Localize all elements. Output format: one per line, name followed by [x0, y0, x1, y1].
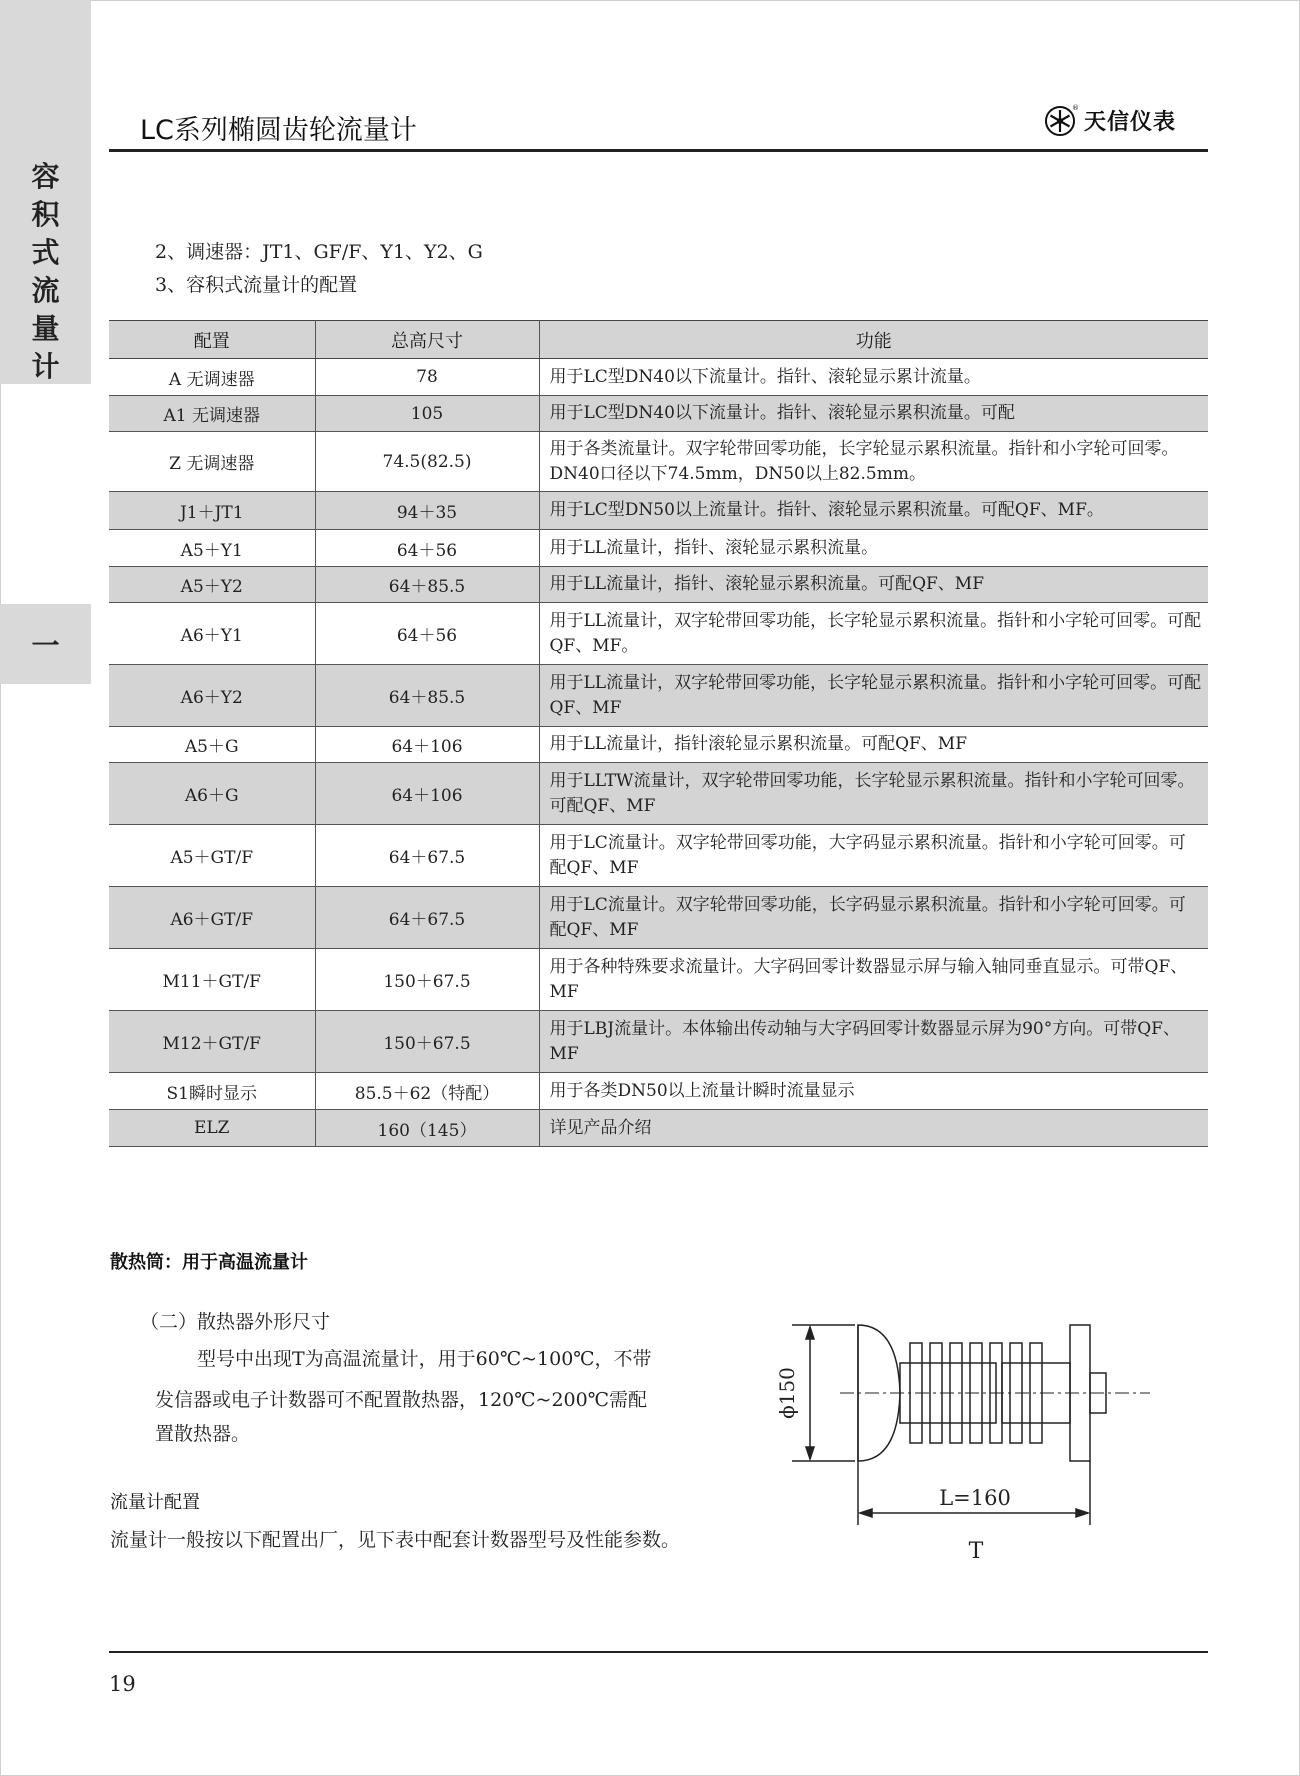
cell-function: 用于LL流量计，指针、滚轮显示累积流量。 — [539, 530, 1208, 567]
table-header-row — [109, 321, 1208, 359]
arrow-left-icon — [860, 1509, 872, 1517]
side-tab-chapter — [0, 604, 91, 684]
cell-config: S1瞬时显示 — [109, 1073, 315, 1110]
cell-height: 64＋85.5 — [315, 665, 539, 727]
cell-function: 用于LC流量计。双字轮带回零功能，大字码显示累积流量。指针和小字轮可回零。可配QF、MF — [539, 825, 1208, 887]
cell-height: 150＋67.5 — [315, 949, 539, 1011]
table-row — [109, 949, 1208, 1011]
cell-config: A6＋G — [109, 763, 315, 825]
side-tab-section — [0, 0, 91, 384]
col-header-config: 配置 — [109, 321, 315, 359]
cell-config: M12＋GT/F — [109, 1011, 315, 1073]
cell-function: 用于LBJ流量计。本体输出传动轴与大字码回零计数器显示屏为90°方向。可带QF、MF — [539, 1011, 1208, 1073]
cell-height: 64＋106 — [315, 763, 539, 825]
cell-config: ELZ — [109, 1110, 315, 1147]
cell-height: 64＋67.5 — [315, 887, 539, 949]
page-number: 19 — [109, 1672, 136, 1696]
cell-height: 78 — [315, 359, 539, 396]
cell-config: Z 无调速器 — [109, 432, 315, 492]
table-row — [109, 530, 1208, 567]
cell-function: 用于LL流量计，双字轮带回零功能，长字轮显示累积流量。指针和小字轮可回零。可配QF、MF。 — [539, 603, 1208, 665]
cell-height: 94＋35 — [315, 492, 539, 530]
cell-height: 64＋56 — [315, 530, 539, 567]
meter-config-text: 流量计一般按以下配置出厂，见下表中配套计数器型号及性能参数。 — [110, 1529, 681, 1551]
cell-height: 160（145） — [315, 1110, 539, 1147]
chapter-mark: 一 — [31, 629, 60, 662]
cell-function: 用于LC流量计。双字轮带回零功能，长字码显示累积流量。指针和小字轮可回零。可配QF、MF — [539, 887, 1208, 949]
table-row — [109, 432, 1208, 492]
cell-function: 用于LL流量计，指针滚轮显示累积流量。可配QF、MF — [539, 727, 1208, 763]
cell-height: 150＋67.5 — [315, 1011, 539, 1073]
heat-sink-drawing — [775, 1315, 1180, 1575]
cell-height: 64＋85.5 — [315, 567, 539, 603]
cell-function: 用于LC型DN40以下流量计。指针、滚轮显示累计流量。 — [539, 359, 1208, 396]
table-row — [109, 1073, 1208, 1110]
cell-config: A6＋Y1 — [109, 603, 315, 665]
header-rule — [109, 149, 1208, 152]
meter-config-heading: 流量计配置 — [110, 1492, 200, 1513]
table-row — [109, 396, 1208, 432]
cell-config: A1 无调速器 — [109, 396, 315, 432]
cell-config: A6＋GT/F — [109, 887, 315, 949]
col-header-height: 总高尺寸 — [315, 321, 539, 359]
cell-config: J1＋JT1 — [109, 492, 315, 530]
cell-height: 64＋56 — [315, 603, 539, 665]
arrow-up-icon — [806, 1327, 814, 1339]
cell-height: 105 — [315, 396, 539, 432]
heat-sink-heading: 散热筒：用于高温流量计 — [110, 1252, 308, 1273]
table-row — [109, 603, 1208, 665]
table-row — [109, 1011, 1208, 1073]
arrow-right-icon — [1076, 1509, 1088, 1517]
cell-function: 用于LC型DN40以下流量计。指针、滚轮显示累积流量。可配 — [539, 396, 1208, 432]
cell-config: A5＋Y2 — [109, 567, 315, 603]
cell-height: 64＋67.5 — [315, 825, 539, 887]
cell-height: 64＋106 — [315, 727, 539, 763]
cell-function: 用于LC型DN50以上流量计。指针、滚轮显示累积流量。可配QF、MF。 — [539, 492, 1208, 530]
heat-sink-subheading: （二）散热器外形尺寸 — [140, 1311, 331, 1333]
cell-config: A5＋G — [109, 727, 315, 763]
cell-config: A5＋GT/F — [109, 825, 315, 887]
heat-sink-para-line: 型号中出现T为高温流量计，用于60℃~100℃，不带 — [197, 1348, 652, 1370]
cell-config: M11＋GT/F — [109, 949, 315, 1011]
cell-function: 用于各类流量计。双字轮带回零功能，长字轮显示累积流量。指针和小字轮可回零。DN40口径以下74.5mm，DN50以上82.5mm。 — [539, 432, 1208, 492]
table-row — [109, 727, 1208, 763]
cell-config: A 无调速器 — [109, 359, 315, 396]
brand-name: 天信仪表 — [1084, 108, 1177, 135]
heat-sink-para-line: 发信器或电子计数器可不配置散热器，120℃~200℃需配 — [155, 1389, 647, 1411]
cell-config: A5＋Y1 — [109, 530, 315, 567]
cell-function: 用于LL流量计，双字轮带回零功能，长字轮显示累积流量。指针和小字轮可回零。可配QF、MF — [539, 665, 1208, 727]
config-table — [109, 320, 1208, 1147]
table-row — [109, 567, 1208, 603]
table-row — [109, 359, 1208, 396]
diameter-label: ϕ150 — [775, 1367, 799, 1419]
table-row — [109, 1110, 1208, 1147]
table-row — [109, 665, 1208, 727]
cell-height: 74.5(82.5) — [315, 432, 539, 492]
table-row — [109, 825, 1208, 887]
cell-config: A6＋Y2 — [109, 665, 315, 727]
registered-mark: ® — [1072, 104, 1079, 112]
page-title: LC系列椭圆齿轮流量计 — [140, 115, 417, 146]
col-header-function: 功能 — [539, 321, 1208, 359]
table-row — [109, 763, 1208, 825]
table-row — [109, 492, 1208, 530]
cell-function: 用于各种特殊要求流量计。大字码回零计数器显示屏与输入轴同垂直显示。可带QF、MF — [539, 949, 1208, 1011]
intro-line-3: 3、容积式流量计的配置 — [155, 274, 358, 296]
cell-function: 用于LLTW流量计，双字轮带回零功能，长字轮显示累积流量。指针和小字轮可回零。可配QF、MF — [539, 763, 1208, 825]
cell-height: 85.5＋62（特配） — [315, 1073, 539, 1110]
brand-logo-icon — [1044, 103, 1078, 137]
diagram-caption: T — [968, 1539, 984, 1564]
footer-rule — [109, 1651, 1208, 1653]
heat-sink-para-line: 置散热器。 — [155, 1423, 251, 1445]
cell-function: 用于LL流量计，指针、滚轮显示累积流量。可配QF、MF — [539, 567, 1208, 603]
cell-function: 详见产品介绍 — [539, 1110, 1208, 1147]
intro-line-2: 2、调速器：JT1、GF/F、Y1、Y2、G — [155, 241, 483, 263]
brand — [1044, 103, 1176, 137]
section-label: 容积式流量计 — [31, 160, 60, 383]
length-label: L=160 — [939, 1486, 1011, 1510]
table-row — [109, 887, 1208, 949]
cell-function: 用于各类DN50以上流量计瞬时流量显示 — [539, 1073, 1208, 1110]
arrow-down-icon — [806, 1447, 814, 1459]
